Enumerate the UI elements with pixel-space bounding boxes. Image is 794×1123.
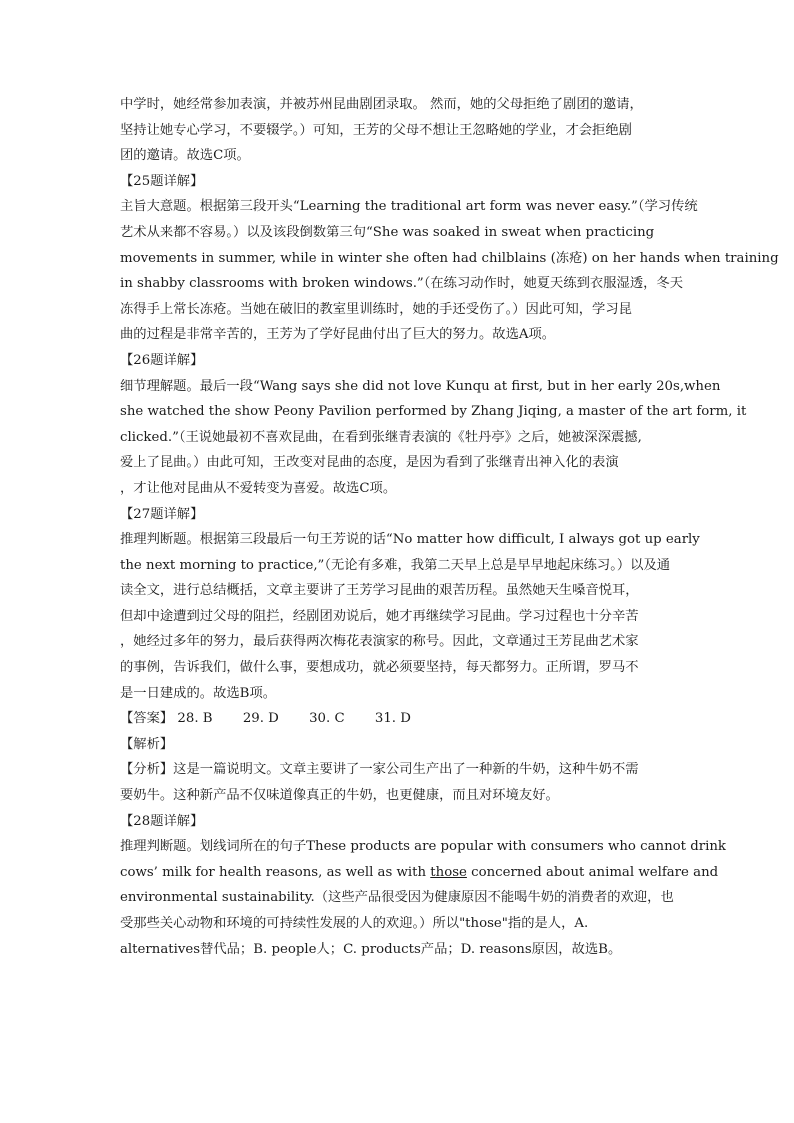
text-line: 中学时，她经常参加表演，并被苏州昆曲剧团录取。 然而，她的父母拒绝了剧团的邀请， <box>120 97 643 112</box>
text-line: 坚持让她专心学习，不要辍学。）可知，王芳的父母不想让王忽略她的学业，才会拒绝剧 <box>120 122 632 138</box>
text-line <box>120 860 719 886</box>
text-line: in shabby classrooms with broken windows.”（在练习动作时，她夏天练到衣服湿透，冬天 <box>120 276 684 292</box>
text-line: 推理判断题。划线词所在的句子These products are popular with consumers who cannot drink <box>120 839 726 855</box>
text-line: 的事例，告诉我们，做什么事，要想成功，就必须要坚持，每天都努力。正所谓，罗马不 <box>120 660 639 676</box>
text-line: 读全文，进行总结概括，文章主要讲了王芳学习昆曲的艰苦历程。虽然她天生嗓音悦耳， <box>120 583 639 599</box>
section-heading-26: 【26题详解】 <box>120 352 204 368</box>
paragraph-28 <box>120 834 726 962</box>
text-line: 推理判断题。根据第三段最后一句王芳说的话“No matter how difficult, I always got up early <box>120 532 700 548</box>
answer-item: 28. B <box>177 711 213 727</box>
text-line: she watched the show Peony Pavilion performed by Zhang Jiqing, a master of the art form, it <box>120 404 747 420</box>
text-line: movements in summer, while in winter she often had chilblains (冻疮) on her hands when training <box>120 250 779 266</box>
text-line: 但却中途遭到过父母的阻拦，经剧团劝说后，她才再继续学习昆曲。学习过程也十分辛苦 <box>120 608 639 624</box>
answer-label: 【答案】 <box>120 711 174 727</box>
text-line: alternatives替代品；B. people人；C. products产品；D. reasons原因，故选B。 <box>120 941 622 957</box>
text-segment: concerned about animal welfare and <box>466 864 719 880</box>
text-line: ，才让他对昆曲从不爱转变为喜爱。故选C项。 <box>120 480 397 496</box>
text-line: 细节理解题。最后一段“Wang says she did not love Kunqu at first, but in her early 20s,when <box>120 378 721 394</box>
section-heading-25: 【25题详解】 <box>120 173 204 189</box>
text-line: 是一日建成的。故选B项。 <box>120 685 277 701</box>
text-line: 主旨大意题。根据第三段开头“Learning the traditional art form was never easy.”（学习传统 <box>120 199 698 215</box>
document-body <box>120 92 779 962</box>
text-line: ，她经过多年的努力，最后获得两次梅花表演家的称号。因此，文章通过王芳昆曲艺术家 <box>120 634 639 650</box>
text-line: 曲的过程是非常辛苦的，王芳为了学好昆曲付出了巨大的努力。故选A项。 <box>120 327 556 343</box>
answer-item: 30. C <box>309 711 345 727</box>
text-line: the next morning to practice,”（无论有多难，我第二天早上总是早早地起床练习。）以及通 <box>120 557 671 573</box>
section-heading-27: 【27题详解】 <box>120 506 204 522</box>
paragraph-analysis <box>120 757 676 808</box>
underlined-word: those <box>430 864 467 880</box>
text-line: 冻得手上常长冻疮。当她在破旧的教室里训练时，她的手还受伤了。）因此可知，学习昆 <box>120 301 632 317</box>
answer-item: 29. D <box>242 711 279 727</box>
text-line: 艺术从来都不容易。）以及该段倒数第三句“She was soaked in sweat when practicing <box>120 224 655 240</box>
paragraph-26 <box>120 374 747 502</box>
text-line: 团的邀请。故选C项。 <box>120 148 250 164</box>
text-line: 爱上了昆曲。）由此可知，王改变对昆曲的态度，是因为看到了张继青出神入化的表演 <box>120 455 619 471</box>
paragraph-27 <box>120 527 700 706</box>
analysis-label: 【解析】 <box>120 736 174 752</box>
text-line: environmental sustainability.（这些产品很受因为健康原因不能喝牛奶的消费者的欢迎，也 <box>120 890 674 906</box>
paragraph-25 <box>120 194 779 348</box>
text-line: 【分析】这是一篇说明文。文章主要讲了一家公司生产出了一种新的牛奶，这种牛奶不需 <box>120 762 639 778</box>
section-heading-28: 【28题详解】 <box>120 813 204 829</box>
text-line: 受那些关心动物和环境的可持续性发展的人的欢迎。）所以"those"指的是人，A. <box>120 916 589 931</box>
paragraph-intro <box>120 92 676 169</box>
answer-line <box>120 706 676 732</box>
answer-item: 31. D <box>374 711 411 727</box>
text-line: 要奶牛。这种新产品不仅味道像真正的牛奶，也更健康，而且对环境友好。 <box>120 788 559 804</box>
text-line: clicked.”（王说她最初不喜欢昆曲，在看到张继青表演的《牡丹亭》之后，她被深深震撼, <box>120 429 642 445</box>
text-segment: cows’ milk for health reasons, as well as with <box>120 864 431 880</box>
